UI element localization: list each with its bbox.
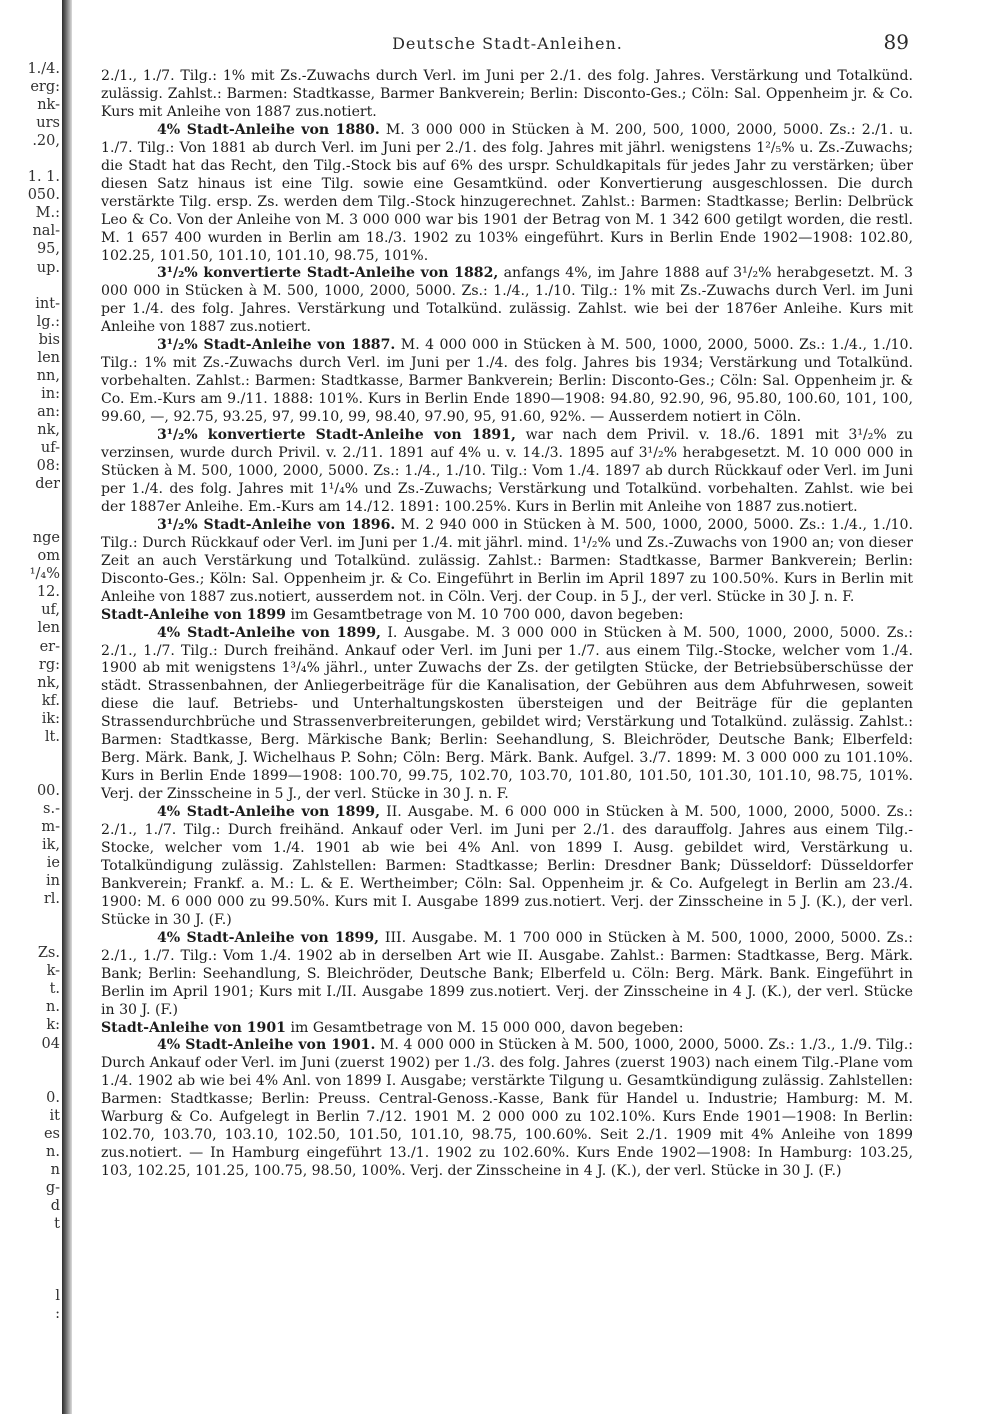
margin-fragment-line: lg.: <box>36 313 60 330</box>
margin-fragment-line: ¹/₄% <box>29 566 60 583</box>
margin-fragment-line: 12. <box>36 584 60 601</box>
margin-fragment-line: nn, <box>36 367 60 384</box>
margin-fragment-line: kf. <box>41 692 60 709</box>
paragraph-text: M. 4 000 000 in Stücken à M. 500, 1000, 2000, 5000. Zs.: 1./3., 1./9. Tilg.: Durch Ankauf oder Verl. im Juni (zuerst 1902) per 1./3. des folg. Jahres (zuerst 1903) nach einem Tilg.-Plane vom 1./4. 1902 ab wie bei 4% Anl. von 1899 I. Ausgabe; verstärkte Tilgung u. Gesamtkündigung zulässig. Zahlstellen: Barmen: Stadtkasse; Berlin: Preuss. Central-Genoss.-Kasse, Bank für Handel u. Industrie; Hamburg: M. M. Warburg & Co. Aufgelegt in Berlin 7./12. 1901 M. 2 000 000 zu 102.10%. Kurs Ende 1901—1908: In Berlin: 102.70, 103.70, 103.10, 102.50, 101.50, 101.10, 98.75, 100.60%. Seit 2./1. 1909 mit 4% Anleihe von 1899 zus.notiert. — In Hamburg eingeführt 13./1. 1902 zu 102.60%. Kurs Ende 1902—1908: In Hamburg: 103.25, 103, 102.25, 101.25, 100.75, 98.50, 100%. Verj. der Zinsscheine in 4 J. (K.), der verl. Stücke in 30 J. (F.) <box>101 1037 913 1180</box>
adjacent-page-fragment <box>0 60 60 1414</box>
margin-fragment-line: 1. 1. <box>27 169 60 186</box>
paragraph <box>101 517 913 607</box>
paragraph <box>101 607 913 625</box>
margin-fragment-line: an: <box>37 403 60 420</box>
margin-fragment-line: 95, <box>36 241 60 258</box>
paragraph-heading: Stadt-Anleihe von 1901 <box>101 1019 286 1036</box>
margin-fragment-line: der <box>35 476 60 493</box>
paragraph-text: M. 3 000 000 in Stücken à M. 200, 500, 1000, 2000, 5000. Zs.: 2./1. u. 1./7. Tilg.: Von 1881 ab durch Verl. im Juni per 2./1. des folg. Jahres mit jährl. wenigstens 1²/₅% u. Zs.-Zuwachs; die Stadt hat das Recht, den Tilg.-Stock bis auf 6% des urspr. Schuldkapitals für jedes Jahr zu verstärken; über diesen Satz hinaus ist eine Tilg. sowie eine Gesamtkünd. oder Konvertierung ausgeschlossen. Die durch verstärkte Tilg. ersp. Zs. werden dem Tilg.-Stock hinzugerechnet. Zahlst.: Barmen: Stadtkasse; Berlin: Delbrück Leo & Co. Von der Anleihe von M. 3 000 000 war bis 1901 der Betrag von M. 1 342 600 getilgt worden, die restl. M. 1 657 400 wurden in Berlin am 18./3. 1902 zu 103% eingeführt. Kurs in Berlin Ende 1902—1908: 102.80, 102.25, 101.50, 101.10, 101.10, 98.75, 101%. <box>101 121 914 264</box>
margin-fragment-line: d <box>50 1197 60 1214</box>
paragraph-text: 2./1., 1./7. Tilg.: 1% mit Zs.-Zuwachs durch Verl. im Juni per 2./1. des folg. Jahres. Verstärkung und Totalkünd. zulässig. Zahlst.: Barmen: Stadtkasse, Barmer Bankverein; Berlin: Disconto-Ges.; Cöln: Sal. Oppenheim jr. & Co. Kurs mit Anleihe von 1887 zus.notiert. <box>101 68 913 120</box>
margin-fragment-line: lt. <box>44 728 60 745</box>
margin-fragment-line: 0. <box>46 1089 60 1106</box>
margin-fragment-line: nal- <box>32 223 60 240</box>
margin-fragment-line: 08: <box>36 458 60 475</box>
margin-fragment-line <box>0 1071 60 1089</box>
margin-fragment-line: bis <box>38 331 60 348</box>
margin-fragment-line: n. <box>46 1143 60 1160</box>
margin-fragment-line: g- <box>45 1179 60 1196</box>
margin-fragment-line: t. <box>49 981 60 998</box>
margin-fragment-line: 1./4. <box>27 61 60 77</box>
margin-fragment-line: 04 <box>41 1035 60 1052</box>
paragraph-heading: 4% Stadt-Anleihe von 1899, <box>157 624 381 641</box>
margin-fragment-line: uf, <box>41 602 60 619</box>
paragraph <box>101 122 913 266</box>
paragraph-heading: 3¹/₂% Stadt-Anleihe von 1887. <box>157 337 396 354</box>
paragraph-text: M. 2 940 000 in Stücken à M. 500, 1000, 2000, 5000. Zs.: 1./4., 1./10. Tilg.: Durch Rückkauf oder Verl. im Juni per 1./4. mit jährl. mind. 1¹/₂% und Zs.-Zuwachs von 1900 an; von dieser Zeit an auch Verstärkung und Totalkünd. zulässig. Zahlst.: Barmen: Stadtkasse, Barmer Bankverein; Berlin: Disconto-Ges.; Köln: Sal. Oppenheim jr. & Co. Eingeführt in Berlin im April 1897 zu 100.50%. Kurs in Berlin mit Anleihe von 1887 zus.notiert, ausserdem not. in Cöln. Verj. der Coup. in 5 J., der verl. Stücke in 30 J. n. F. <box>101 516 913 605</box>
margin-fragment-line: rg: <box>38 656 60 673</box>
margin-fragment-line: nge <box>32 530 60 547</box>
paragraph-text: anfangs 4%, im Jahre 1888 auf 3¹/₂% herabgesetzt. M. 3 000 000 in Stücken à M. 500, 1000, 2000, 5000. Zs.: 1./4., 1./10. Tilg.: 1% mit Zs.-Zuwachs durch Verl. im Juni per 1./4. des folg. Jahres. Verstärkung und Totalkünd. zulässig. Zahlst. wie bei der 1876er Anleihe. Kurs mit Anleihe von 1887 zus.notiert. <box>101 265 914 336</box>
margin-fragment-line: es <box>43 1125 60 1142</box>
margin-fragment-line: up. <box>36 259 60 276</box>
margin-fragment-line: in: <box>41 385 60 402</box>
page-body <box>101 68 913 1181</box>
paragraph-heading: 3¹/₂% Stadt-Anleihe von 1896. <box>157 516 396 533</box>
margin-fragment-line: erg: <box>30 79 60 96</box>
page-header <box>100 30 915 56</box>
paragraph-text: war nach dem Privil. v. 18./6. 1891 mit 3¹/₂% zu verzinsen, wurde durch Privil. v. 2./11. 1891 auf 4% u. v. 14./3. 1895 auf 3¹/₂% herabgesetzt. M. 10 000 000 in Stücken à M. 500, 1000, 2000, 5000. Zs.: 1./4., 1./10. Tilg.: Vom 1./4. 1897 ab durch Rückkauf oder Verl. im Juni per 1./4. des folg. Jahres mit 1¹/₄% und Zs.-Zuwachs; Verstärkung und Totalkünd. vorbehalten. Zahlst. wie bei der 1887er Anleihe. Em.-Kurs am 14./12. 1891: 100.25%. Kurs in Berlin mit Anleihe von 1887 zus.notiert. <box>101 427 914 515</box>
page-number: 89 <box>883 30 909 54</box>
margin-fragment-line: .20, <box>32 133 60 150</box>
paragraph-text: im Gesamtbetrage von M. 10 700 000, davon begeben: <box>285 606 684 623</box>
paragraph-heading: 4% Stadt-Anleihe von 1901. <box>157 1037 376 1054</box>
paragraph-text: M. 4 000 000 in Stücken à M. 500, 1000, 2000, 5000. Zs.: 1./4., 1./10. Tilg.: 1% mit Zs.-Zuwachs durch Verl. im Juni per 1./4. des folg. Jahres bis 1934; Verstärkung und Totalkünd. vorbehalten. Zahlst.: Barmen: Stadtkasse, Barmer Bankverein; Berlin: Disconto-Ges.; Cöln: Sal. Oppenheim jr. & Co. Em.-Kurs am 9./11. 1888: 101%. Kurs in Berlin Ende 1890—1908: 94.80, 92.90, 96, 95.80, 100.60, 101, 100, 99.60, —, 92.75, 93.25, 97, 99.10, 99, 98.40, 97.90, 95, 91.60, 92%. — Ausserdem notiert in Cöln. <box>101 337 913 426</box>
paragraph-heading: 3¹/₂% konvertierte Stadt-Anleihe von 1882, <box>157 265 499 282</box>
margin-fragment-line: nk, <box>37 421 60 438</box>
margin-fragment-line: om <box>37 548 60 565</box>
margin-fragment-line <box>0 926 60 944</box>
margin-fragment-line: ie <box>46 855 60 872</box>
paragraph-heading: 4% Stadt-Anleihe von 1899, <box>157 929 380 946</box>
paragraph <box>101 625 913 805</box>
margin-fragment-line: int- <box>35 295 60 312</box>
margin-fragment-line: urs <box>36 115 60 132</box>
margin-fragment-line: m- <box>41 818 60 835</box>
paragraph <box>101 265 913 337</box>
margin-fragment-line: ik, <box>41 837 60 854</box>
margin-fragment-line: t <box>54 1216 60 1232</box>
margin-fragment-line: it <box>49 1107 60 1124</box>
margin-fragment-line: rl. <box>43 891 60 908</box>
margin-fragment-line <box>0 908 60 926</box>
margin-fragment-line: 00. <box>36 782 60 799</box>
margin-fragment-line: k- <box>46 963 60 980</box>
margin-fragment-line: : <box>55 1306 60 1323</box>
paragraph-text: I. Ausgabe. M. 3 000 000 in Stücken à M. 500, 1000, 2000, 5000. Zs.: 2./1., 1./7. Tilg.: Durch freihänd. Ankauf oder Verl. im Juni per 1./7. aus einem Tilg.-Stocke, welcher vom 1./4. 1900 ab mit wenigstens 1³/₄% jährl., unter Zuwachs der Zs. der getilgten Stücke, der Betriebsüberschüsse der städt. Strassenbahnen, der Anliegerbeiträge für die Kanalisation, der Gebühren aus dem Abfuhrwesen, soweit diese die lauf. Betriebs- und Unterhaltungskosten übersteigen und der Beiträge für die geplanten Strassendurchbrüche und Strassenverbreiterungen, gebildet wird; Verstärkung und Totalkünd. zulässig. Zahlst.: Barmen: Stadtkasse, Berg. Märkische Bank; Berlin: Seehandlung, S. Bleichröder, Deutsche Bank; Elberfeld: Berg. Märk. Bank, J. Wichelhaus P. Sohn; Cöln: Berg. Märk. Bank. Aufgel. 3./7. 1899: M. 3 000 000 zu 101.10%. Kurs in Berlin Ende 1899—1908: 100.70, 99.75, 102.70, 103.70, 101.80, 101.50, 101.30, 101.10, 98.75, 101%. Verj. der Zinsscheine in 5 J., der verl. Stücke in 30 J. n. F. <box>101 624 913 803</box>
margin-fragment-line: l <box>55 1288 60 1305</box>
paragraph-heading: 3¹/₂% konvertierte Stadt-Anleihe von 1891, <box>157 427 516 444</box>
margin-fragment-line: in <box>46 873 60 890</box>
paragraph-heading: 4% Stadt-Anleihe von 1880. <box>157 121 380 138</box>
paragraph-heading: Stadt-Anleihe von 1899 <box>101 606 286 623</box>
paragraph-text: III. Ausgabe. M. 1 700 000 in Stücken à M. 500, 1000, 2000, 5000. Zs.: 2./1., 1./7. Tilg.: Vom 1./4. 1902 ab in derselben Art wie II. Ausgabe. Zahlst.: Barmen: Stadtkasse, Berg. Märk. Bank; Berlin: Seehandlung, S. Bleichröder, Deutsche Bank; Elberfeld u. Cöln: Berg. Märk. Bank. Eingeführt in Berlin im April 1901; Kurs mit I./II. Ausgabe 1899 zus.notiert. Verj. der Zinsscheine in 4 J. (K.), der verl. Stücke in 30 J. (F.) <box>101 929 913 1018</box>
margin-fragment-line: M.: <box>35 205 60 222</box>
margin-fragment-line: Zs. <box>37 945 60 962</box>
paragraph-heading: 4% Stadt-Anleihe von 1899, <box>157 804 380 821</box>
margin-fragment-line <box>0 746 60 764</box>
margin-fragment-line: nk- <box>37 97 60 114</box>
book-spine-shadow <box>62 0 72 1414</box>
paragraph-text: im Gesamtbetrage von M. 15 000 000, davon begeben: <box>285 1019 684 1036</box>
margin-fragment-line: len <box>37 349 60 366</box>
margin-fragment-line <box>0 277 60 295</box>
paragraph-text: II. Ausgabe. M. 6 000 000 in Stücken à M. 500, 1000, 2000, 5000. Zs.: 2./1., 1./7. Tilg.: Durch freihänd. Ankauf oder Verl. im Juni per 2./1. des darauffolg. Jahres aus einem Tilg.-Stocke, welcher vom 1./4. 1901 ab wie bei 4% Anl. von 1899 I. Ausg. gebildet wird, Verstärkung u. Totalkündigung zulässig. Zahlstellen: Barmen: Stadtkasse; Berlin: Dresdner Bank; Düsseldorf: Düsseldorfer Bankverein; Frankf. a. M.: L. & E. Wertheimber; Cöln: Sal. Oppenheim jr. & Co. Aufgelegt in Berlin am 23./4. 1900: M. 6 000 000 zu 99.50%. Kurs mit I. Ausgabe 1899 zus.notiert. Verj. der Zinsscheine in 5 J. (K.), der verl. Stücke in 30 J. (F.) <box>101 804 913 928</box>
margin-fragment-line: nk, <box>37 674 60 691</box>
margin-fragment-line: er- <box>39 638 60 655</box>
running-title: Deutsche Stadt-Anleihen. <box>392 34 623 53</box>
margin-fragment-line <box>0 511 60 529</box>
paragraph <box>101 427 913 517</box>
margin-fragment-line: ik: <box>41 710 60 727</box>
margin-fragment-line: uf- <box>40 439 60 456</box>
margin-fragment-line <box>0 1251 60 1269</box>
paragraph <box>101 1037 913 1181</box>
margin-fragment-line: 050. <box>27 187 60 204</box>
margin-fragment-line <box>0 150 60 168</box>
margin-fragment-line <box>0 1053 60 1071</box>
paragraph <box>101 804 913 930</box>
margin-fragment-line <box>0 493 60 511</box>
margin-fragment-line: n <box>50 1161 60 1178</box>
margin-fragment-line: n. <box>46 999 60 1016</box>
margin-fragment-line: k: <box>46 1017 60 1034</box>
paragraph <box>101 1020 913 1038</box>
margin-fragment-line <box>0 1269 60 1287</box>
margin-fragment-line: len <box>37 620 60 637</box>
margin-fragment-line <box>0 764 60 782</box>
margin-fragment-line: s.- <box>43 800 60 817</box>
margin-fragment-line <box>0 1233 60 1251</box>
paragraph <box>101 68 913 122</box>
paragraph <box>101 337 913 427</box>
paragraph <box>101 930 913 1020</box>
